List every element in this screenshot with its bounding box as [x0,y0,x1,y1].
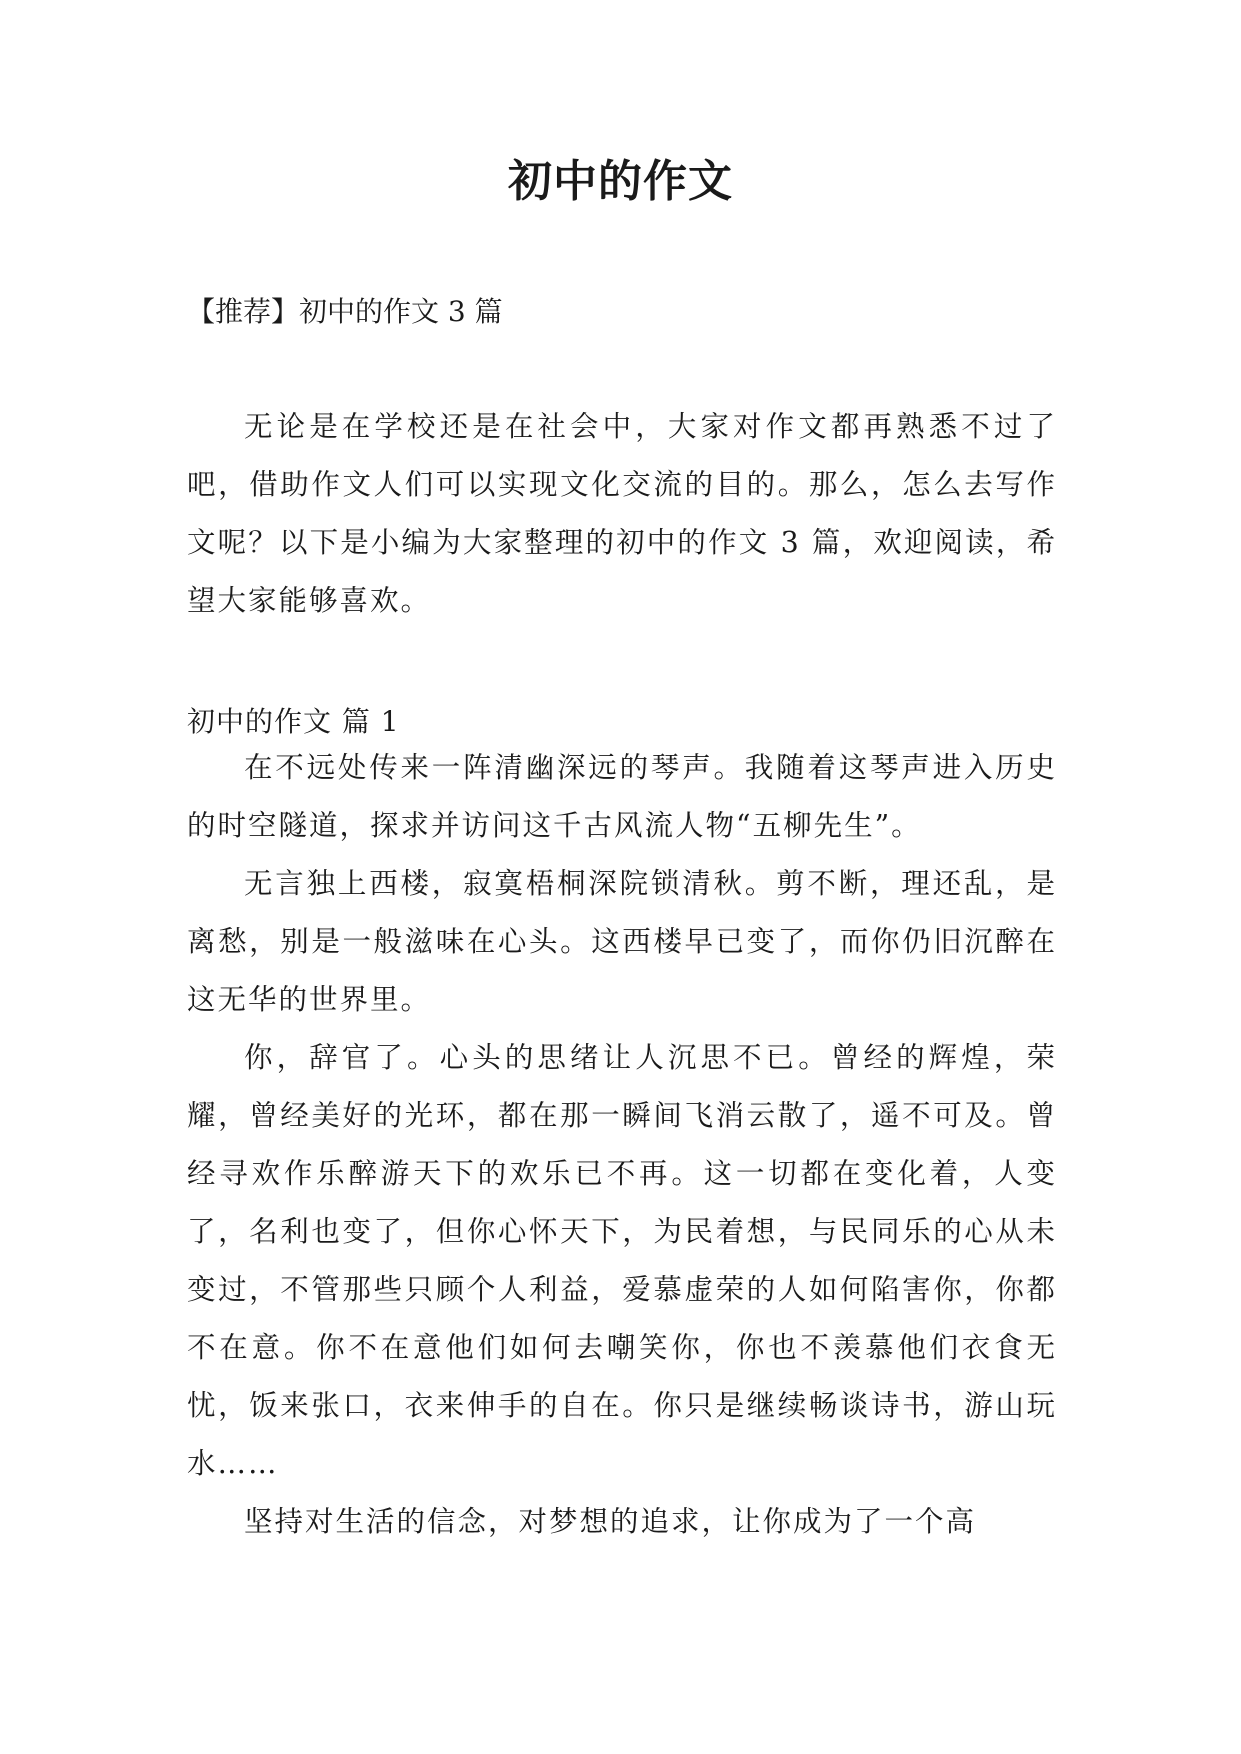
document-title: 初中的作文 [508,156,733,207]
document-subtitle: 【推荐】初中的作文 3 篇 [187,295,503,328]
body-paragraph-4: 坚持对生活的信念，对梦想的追求，让你成为了一个高 [244,1505,977,1538]
body-paragraph-2: 无言独上西楼，寂寞梧桐深院锁清秋。剪不断，理还乱，是离愁，别是一般滋味在心头。这西楼早已变了，而你仍旧沉醉在这无华的世界里。 [187,867,1057,1016]
intro-paragraph: 无论是在学校还是在社会中，大家对作文都再熟悉不过了吧，借助作文人们可以实现文化交流的目的。那么，怎么去写作文呢？以下是小编为大家整理的初中的作文 3 篇，欢迎阅读，希望大家能够喜欢。 [187,410,1057,617]
body-paragraph-3: 你，辞官了。心头的思绪让人沉思不已。曾经的辉煌，荣耀，曾经美好的光环，都在那一瞬间飞消云散了，遥不可及。曾经寻欢作乐醉游天下的欢乐已不再。这一切都在变化着，人变了，名利也变了，但你心怀天下，为民着想，与民同乐的心从未变过，不管那些只顾个人利益，爱慕虚荣的人如何陷害你，你都不在意。你不在意他们如何去嘲笑你，你也不羡慕他们衣食无忧，饭来张口，衣来伸手的自在。你只是继续畅谈诗书，游山玩水…… [187,1041,1057,1480]
body-paragraph-1: 在不远处传来一阵清幽深远的琴声。我随着这琴声进入历史的时空隧道，探求并访问这千古风流人物“五柳先生”。 [187,751,1057,842]
section-body [187,739,1057,1551]
intro-block [187,398,1057,630]
section-heading: 初中的作文 篇 1 [187,705,400,738]
